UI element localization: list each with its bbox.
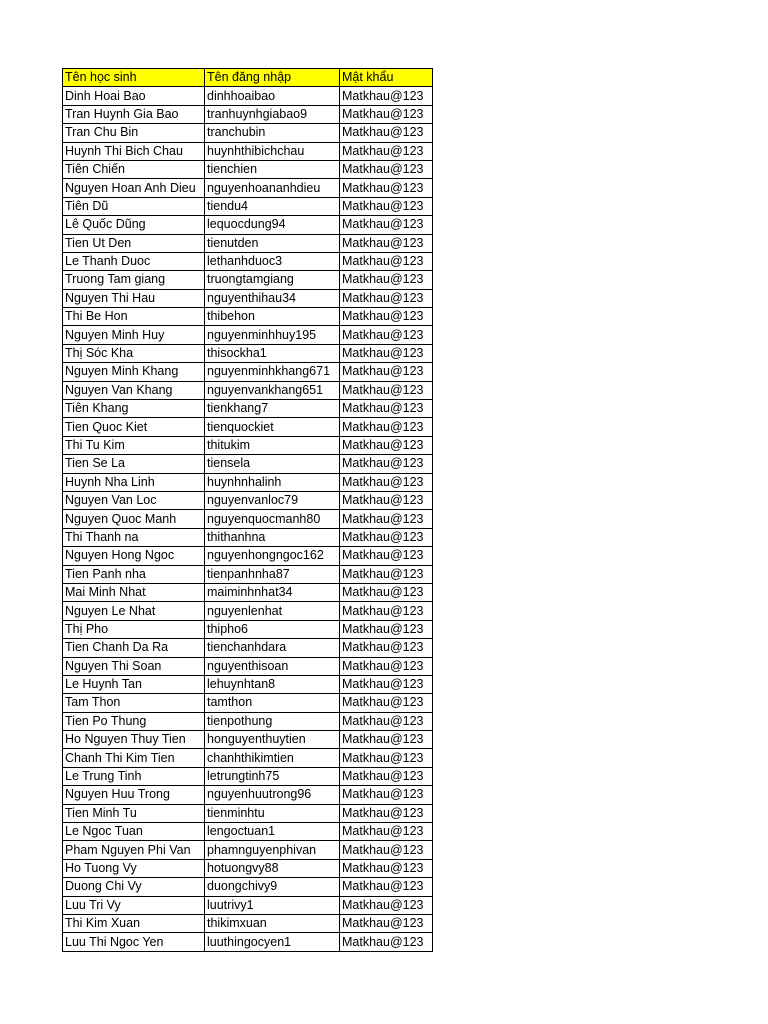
cell-student-name: Thi Thanh na [63,528,205,546]
cell-password: Matkhau@123 [340,510,433,528]
cell-student-name: Nguyen Hong Ngoc [63,547,205,565]
cell-student-name: Tien Panh nha [63,565,205,583]
cell-username: lequocdung94 [205,216,340,234]
cell-username: thitukim [205,436,340,454]
table-row [63,491,433,509]
cell-password: Matkhau@123 [340,694,433,712]
cell-password: Matkhau@123 [340,731,433,749]
cell-username: honguyenthuytien [205,731,340,749]
cell-password: Matkhau@123 [340,896,433,914]
cell-username: lethanhduoc3 [205,252,340,270]
cell-password: Matkhau@123 [340,675,433,693]
table-row [63,823,433,841]
cell-password: Matkhau@123 [340,381,433,399]
cell-password: Matkhau@123 [340,639,433,657]
cell-username: luuthingocyen1 [205,933,340,951]
cell-password: Matkhau@123 [340,160,433,178]
cell-password: Matkhau@123 [340,400,433,418]
cell-password: Matkhau@123 [340,657,433,675]
cell-password: Matkhau@123 [340,216,433,234]
cell-student-name: Thi Be Hon [63,308,205,326]
cell-student-name: Nguyen Van Loc [63,491,205,509]
table-row [63,271,433,289]
cell-username: hotuongvy88 [205,859,340,877]
cell-password: Matkhau@123 [340,620,433,638]
table-row [63,878,433,896]
cell-student-name: Tien Minh Tu [63,804,205,822]
table-row [63,473,433,491]
cell-student-name: Tien Ut Den [63,234,205,252]
table-row [63,639,433,657]
cell-password: Matkhau@123 [340,308,433,326]
cell-student-name: Pham Nguyen Phi Van [63,841,205,859]
table-row [63,289,433,307]
table-row [63,565,433,583]
cell-username: nguyenvanloc79 [205,491,340,509]
cell-student-name: Thị Sóc Kha [63,344,205,362]
cell-password: Matkhau@123 [340,271,433,289]
cell-password: Matkhau@123 [340,436,433,454]
cell-username: thikimxuan [205,914,340,932]
cell-student-name: Tiên Chiến [63,160,205,178]
cell-student-name: Nguyen Minh Khang [63,363,205,381]
table-row [63,786,433,804]
cell-student-name: Ho Nguyen Thuy Tien [63,731,205,749]
table-row [63,216,433,234]
cell-username: tienquockiet [205,418,340,436]
cell-username: tiensela [205,455,340,473]
cell-username: tienkhang7 [205,400,340,418]
cell-username: thithanhna [205,528,340,546]
cell-password: Matkhau@123 [340,105,433,123]
cell-password: Matkhau@123 [340,418,433,436]
cell-username: tienpanhnha87 [205,565,340,583]
cell-username: dinhhoaibao [205,87,340,105]
cell-password: Matkhau@123 [340,767,433,785]
cell-username: lehuynhtan8 [205,675,340,693]
cell-password: Matkhau@123 [340,179,433,197]
table-row [63,124,433,142]
cell-student-name: Huynh Nha Linh [63,473,205,491]
cell-password: Matkhau@123 [340,547,433,565]
cell-student-name: Nguyen Van Khang [63,381,205,399]
cell-password: Matkhau@123 [340,914,433,932]
cell-password: Matkhau@123 [340,289,433,307]
table-row [63,804,433,822]
table-row [63,547,433,565]
table-row [63,455,433,473]
cell-username: huynhthibichchau [205,142,340,160]
table-row [63,436,433,454]
cell-student-name: Nguyen Quoc Manh [63,510,205,528]
table-row [63,197,433,215]
cell-password: Matkhau@123 [340,583,433,601]
cell-password: Matkhau@123 [340,804,433,822]
cell-student-name: Le Trung Tinh [63,767,205,785]
cell-username: thipho6 [205,620,340,638]
table-row [63,363,433,381]
header-student-name: Tên học sinh [63,69,205,87]
cell-username: nguyenminhhuy195 [205,326,340,344]
cell-password: Matkhau@123 [340,87,433,105]
table-row [63,234,433,252]
table-row [63,252,433,270]
table-row [63,731,433,749]
cell-password: Matkhau@123 [340,565,433,583]
cell-username: truongtamgiang [205,271,340,289]
cell-username: tienchanhdara [205,639,340,657]
cell-username: tienutden [205,234,340,252]
cell-student-name: Ho Tuong Vy [63,859,205,877]
cell-username: huynhnhalinh [205,473,340,491]
cell-password: Matkhau@123 [340,528,433,546]
cell-student-name: Mai Minh Nhat [63,583,205,601]
cell-password: Matkhau@123 [340,841,433,859]
cell-student-name: Chanh Thi Kim Tien [63,749,205,767]
header-password: Mật khẩu [340,69,433,87]
cell-password: Matkhau@123 [340,823,433,841]
cell-username: duongchivy9 [205,878,340,896]
cell-student-name: Thị Pho [63,620,205,638]
cell-student-name: Tran Huynh Gia Bao [63,105,205,123]
cell-username: tiendu4 [205,197,340,215]
cell-student-name: Lê Quốc Dũng [63,216,205,234]
cell-student-name: Nguyen Hoan Anh Dieu [63,179,205,197]
cell-student-name: Truong Tam giang [63,271,205,289]
cell-username: thibehon [205,308,340,326]
cell-username: tranchubin [205,124,340,142]
cell-student-name: Tien Po Thung [63,712,205,730]
cell-student-name: Nguyen Thi Hau [63,289,205,307]
cell-username: tranhuynhgiabao9 [205,105,340,123]
cell-student-name: Luu Tri Vy [63,896,205,914]
table-row [63,675,433,693]
table-row [63,620,433,638]
cell-password: Matkhau@123 [340,602,433,620]
header-username: Tên đăng nhập [205,69,340,87]
table-row [63,694,433,712]
cell-password: Matkhau@123 [340,124,433,142]
cell-username: tamthon [205,694,340,712]
cell-password: Matkhau@123 [340,933,433,951]
cell-password: Matkhau@123 [340,455,433,473]
table-row [63,841,433,859]
table-row [63,933,433,951]
cell-password: Matkhau@123 [340,473,433,491]
table-row [63,859,433,877]
table-row [63,326,433,344]
table-row [63,510,433,528]
cell-username: nguyenthihau34 [205,289,340,307]
cell-username: nguyenhongngoc162 [205,547,340,565]
cell-username: nguyenminhkhang671 [205,363,340,381]
cell-username: tienpothung [205,712,340,730]
header-row [63,69,433,87]
cell-password: Matkhau@123 [340,142,433,160]
table-body [63,87,433,951]
cell-student-name: Le Thanh Duoc [63,252,205,270]
cell-username: nguyenthisoan [205,657,340,675]
cell-student-name: Tiên Khang [63,400,205,418]
cell-password: Matkhau@123 [340,786,433,804]
cell-student-name: Thi Tu Kim [63,436,205,454]
cell-password: Matkhau@123 [340,491,433,509]
cell-student-name: Tien Chanh Da Ra [63,639,205,657]
cell-password: Matkhau@123 [340,878,433,896]
cell-username: maiminhnhat34 [205,583,340,601]
table-row [63,160,433,178]
cell-password: Matkhau@123 [340,363,433,381]
cell-student-name: Le Ngoc Tuan [63,823,205,841]
cell-username: phamnguyenphivan [205,841,340,859]
cell-student-name: Duong Chi Vy [63,878,205,896]
cell-password: Matkhau@123 [340,252,433,270]
cell-password: Matkhau@123 [340,344,433,362]
cell-password: Matkhau@123 [340,712,433,730]
cell-username: nguyenquocmanh80 [205,510,340,528]
cell-student-name: Le Huynh Tan [63,675,205,693]
cell-password: Matkhau@123 [340,326,433,344]
table-row [63,914,433,932]
table-row [63,657,433,675]
cell-student-name: Nguyen Minh Huy [63,326,205,344]
student-accounts-table [62,68,433,952]
table-row [63,87,433,105]
table-row [63,767,433,785]
cell-username: nguyenlenhat [205,602,340,620]
cell-username: luutrivy1 [205,896,340,914]
cell-username: lengoctuan1 [205,823,340,841]
cell-password: Matkhau@123 [340,749,433,767]
table-row [63,400,433,418]
cell-student-name: Tam Thon [63,694,205,712]
table-row [63,179,433,197]
cell-student-name: Huynh Thi Bich Chau [63,142,205,160]
cell-username: tienminhtu [205,804,340,822]
table-row [63,602,433,620]
table-row [63,712,433,730]
table-row [63,105,433,123]
cell-student-name: Tien Se La [63,455,205,473]
table-row [63,381,433,399]
cell-student-name: Dinh Hoai Bao [63,87,205,105]
cell-student-name: Tiên Dũ [63,197,205,215]
cell-student-name: Thi Kim Xuan [63,914,205,932]
cell-username: tienchien [205,160,340,178]
cell-student-name: Nguyen Le Nhat [63,602,205,620]
cell-username: letrungtinh75 [205,767,340,785]
table-row [63,583,433,601]
cell-student-name: Nguyen Thi Soan [63,657,205,675]
table-row [63,528,433,546]
table-row [63,418,433,436]
cell-username: chanhthikimtien [205,749,340,767]
cell-password: Matkhau@123 [340,859,433,877]
table-row [63,749,433,767]
cell-student-name: Luu Thi Ngoc Yen [63,933,205,951]
cell-student-name: Nguyen Huu Trong [63,786,205,804]
cell-password: Matkhau@123 [340,197,433,215]
cell-student-name: Tien Quoc Kiet [63,418,205,436]
cell-username: nguyenhuutrong96 [205,786,340,804]
cell-username: thisockha1 [205,344,340,362]
table-row [63,142,433,160]
cell-password: Matkhau@123 [340,234,433,252]
cell-student-name: Tran Chu Bin [63,124,205,142]
cell-username: nguyenvankhang651 [205,381,340,399]
table-row [63,308,433,326]
cell-username: nguyenhoananhdieu [205,179,340,197]
table-row [63,344,433,362]
table-row [63,896,433,914]
